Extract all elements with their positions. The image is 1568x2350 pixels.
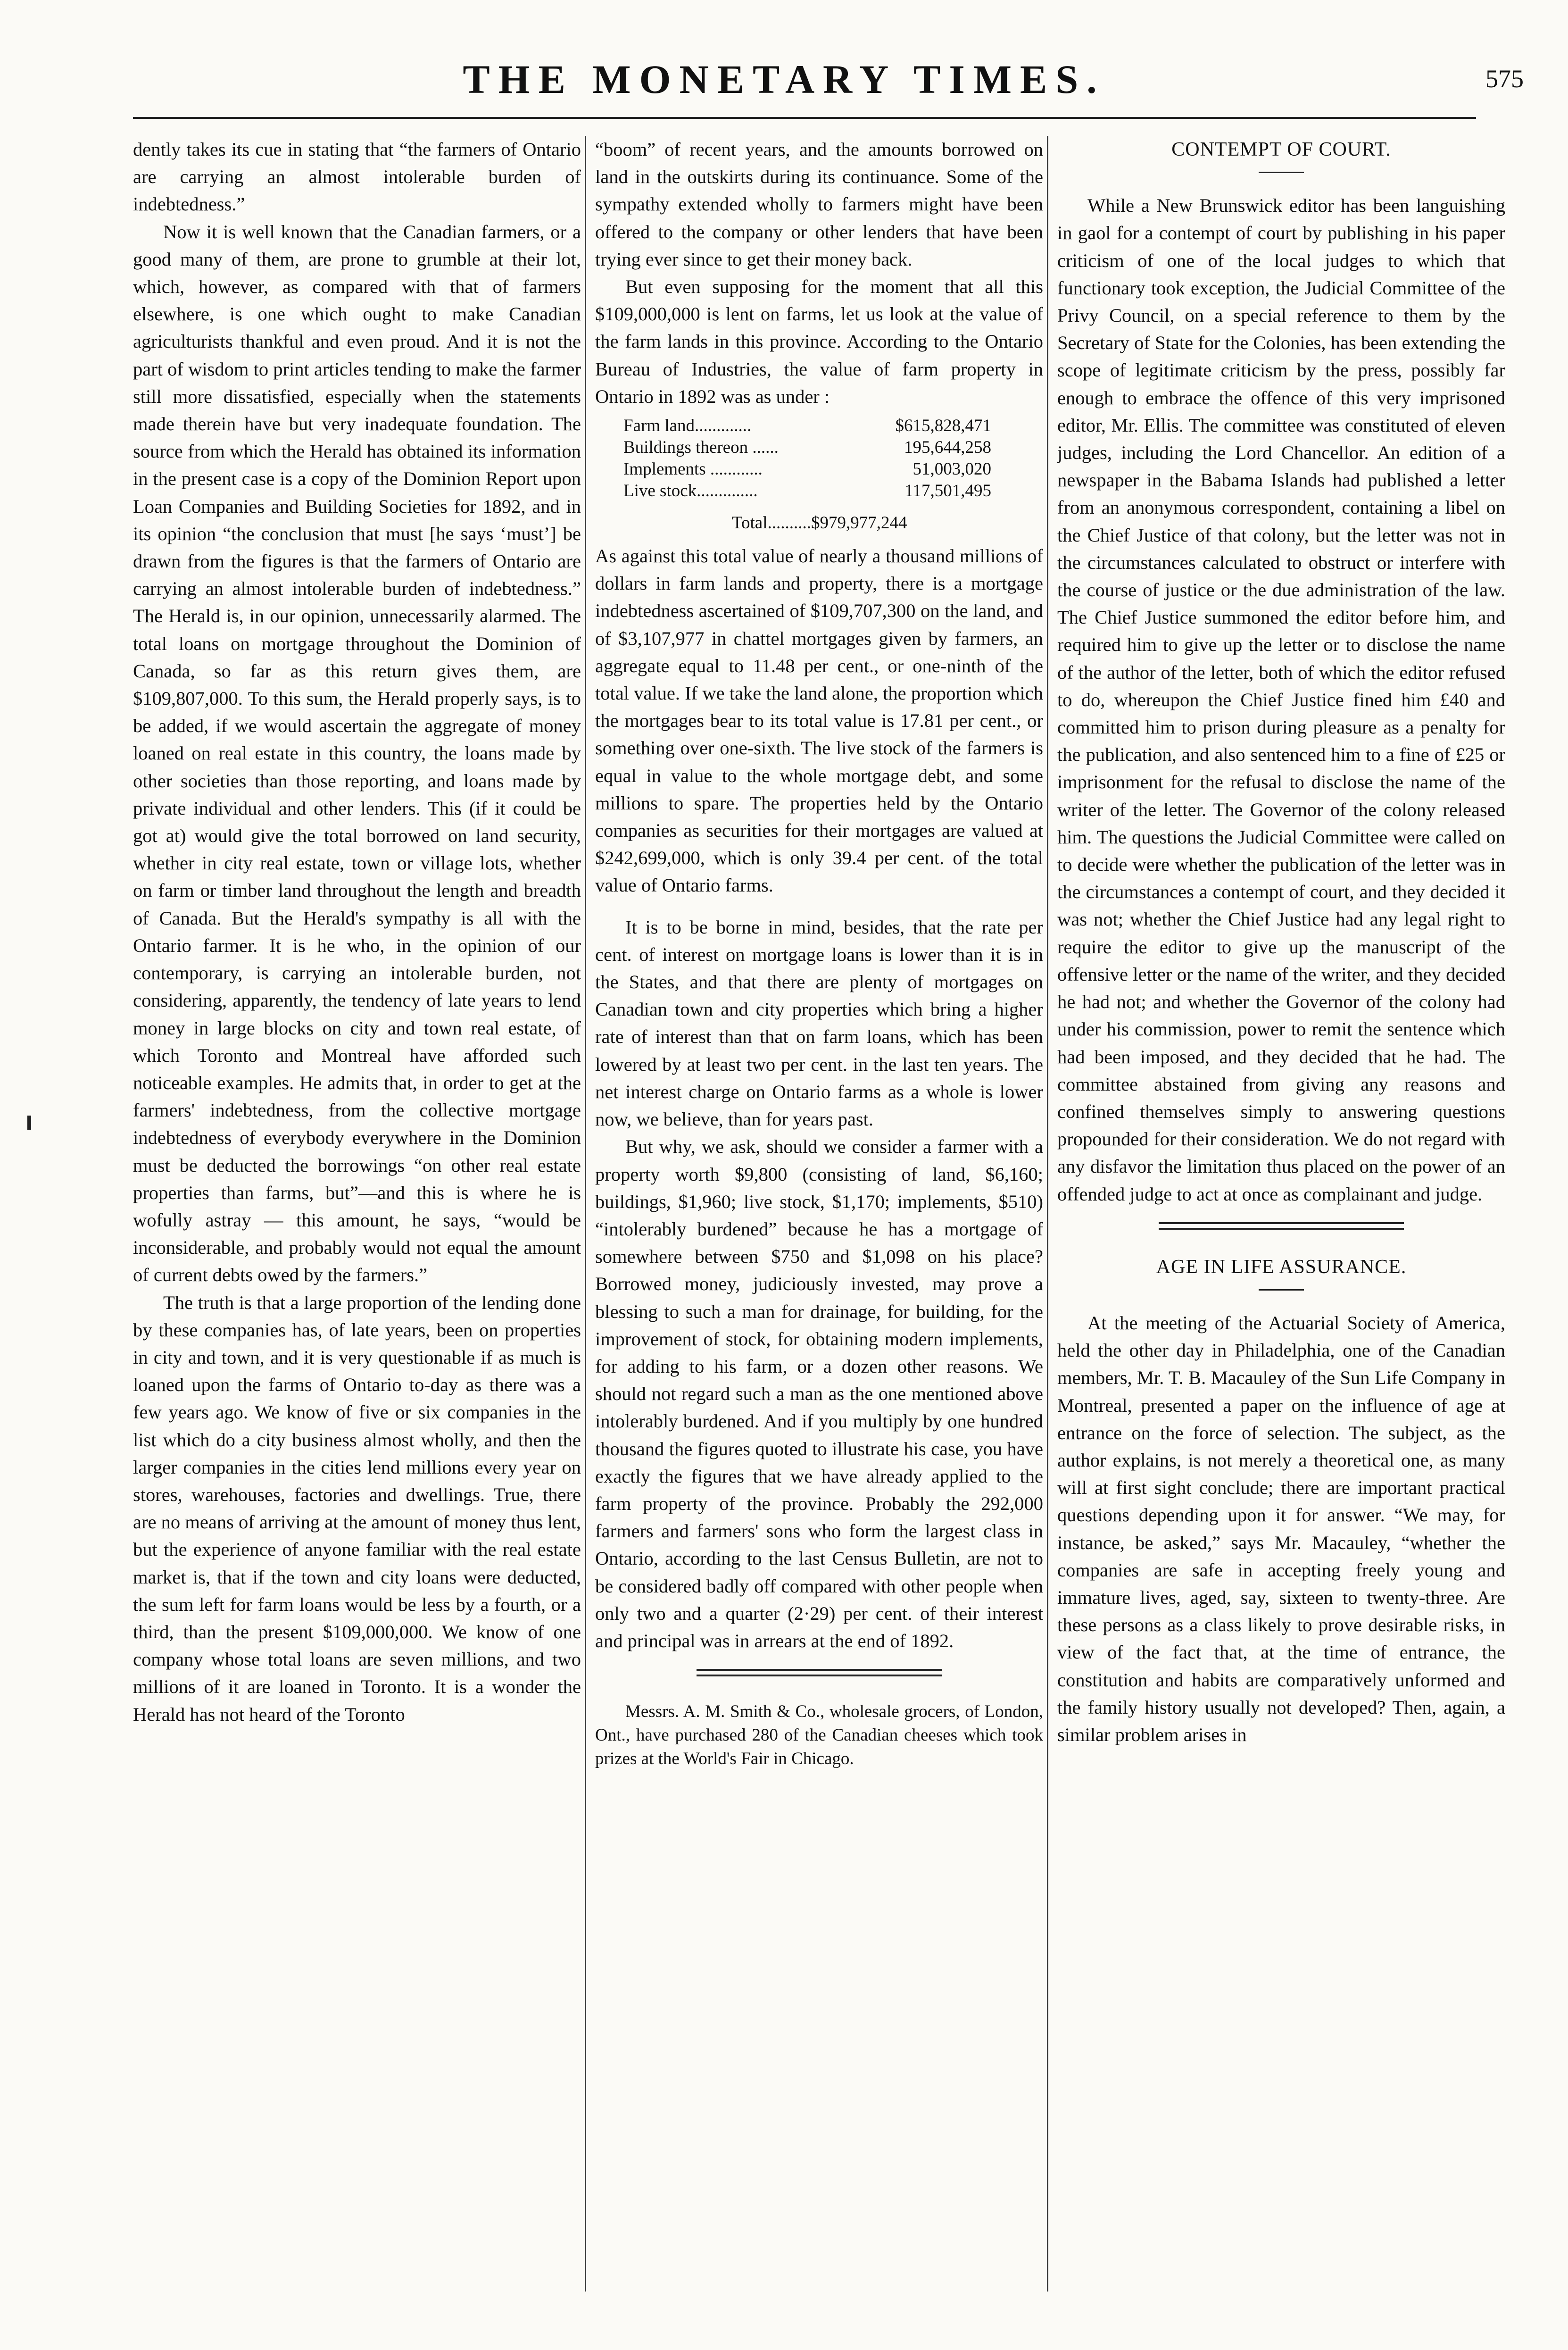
margin-mark — [27, 1116, 31, 1130]
col1-paragraph: Now it is well known that the Canadian farmers, or a good many of them, are prone to grumble at their lot, which, however, as compared with that of farmers elsewhere, is one which ought to make Canadian agriculturists thankful and even proud. And it is not the part of wisdom to print articles tending to make the farmer still more dissatisfied, especially when the statements made therein have but very inadequate foundation. The source from which the Herald has obtained its information in the present case is a copy of the Dominion Report upon Loan Companies and Building Societies for 1892, and in its opinion “the conclusion that must [he says ‘must’] be drawn from the figures is that the farmers of Ontario are carrying an almost intolerable burden of indebtedness.” The Herald is, in our opinion, unnecessarily alarmed. The total loans on mortgage throughout the Dominion of Canada, so far as this return gives them, are $109,807,000. To this sum, the Herald properly says, is to be added, if we would ascertain the aggregate of money loaned on real estate in this country, the loans made by other societies than those reporting, and loans made by private individual and other lenders. This (if it could be got at) would give the total borrowed on land security, whether in city real estate, town or village lots, whether on farm or timber land throughout the length and breadth of Canada. But the Herald's sympathy is all with the Ontario farmer. It is he who, in the opinion of our contemporary, is carrying an intolerable burden, not considering, apparently, the tendency of late years to lend money in large blocks on city and town real estate, of which Toronto and Montreal have afforded such noticeable examples. He admits that, in order to get at the farmers' indebtedness, from the collective mortgage indebtedness of everybody everywhere in the Dominion must be deducted the borrowings “on other real estate properties than farms, but”—and this is where he is wofully astray — this amount, he says, “would be inconsiderable, and probably would not equal the amount of current debts owed by the farmers.” — [133, 221, 581, 1286]
col3-paragraph: At the meeting of the Actuarial Society of America, held the other day in Philadelphia, one of the Canadian members, Mr. T. B. Macauley of the Sun Life Company in Montreal, presented a paper on the influence of age at entrance on the force of selection. The subject, as the author explains, is not merely a theoretical one, as many will at first sight conclude; there are important practical questions depending upon it for answer. “We may, for instance, be asked,” says Mr. Macauley, “whether the companies are safe in accepting freely young and immature lives, aged, say, sixteen to twenty-three. Are these persons as a class likely to prove desirable risks, in view of the fact that, at the time of entrance, the constitution and habits are comparatively unformed and the family history usually not developed? Then, again, a similar problem arises in — [1057, 1312, 1505, 1745]
table-value: 117,501,495 — [904, 481, 991, 501]
column-1 — [133, 136, 581, 2287]
col2-paragraph: But even supposing for the moment that all this $109,000,000 is lent on farms, let us look at the value of the farm lands in this province. According to the Ontario Bureau of Industries, the value of farm property in Ontario in 1892 was as under : — [595, 276, 1043, 407]
section-double-rule — [1159, 1222, 1404, 1230]
col2-paragraph: As against this total value of nearly a thousand millions of dollars in farm lands and property, there is a mortgage indebtedness ascertained of $109,707,300 on the land, and of $3,107,977 in chattel mortgages given by farmers, an aggregate equal to 11.48 per cent., or one-ninth of the total value. If we take the land alone, the proportion which the mortgages bear to its total value is 17.81 per cent., or something over one-sixth. The live stock of the farmers is equal in value to the whole mortgage debt, and some millions to spare. The properties held by the Ontario companies as securities for their mortgages are valued at $242,699,000, which is only 39.4 per cent. of the total value of Ontario farms. — [595, 545, 1043, 896]
col2-paragraph: “boom” of recent years, and the amounts borrowed on land in the outskirts during its continuance. Some of the sympathy extended wholly to farmers might have been offered to the company or other lenders that have been trying ever since to get their money back. — [595, 139, 1043, 270]
table-row — [623, 437, 991, 458]
table-row — [623, 480, 991, 502]
article-heading: CONTEMPT OF COURT. — [1171, 139, 1391, 160]
heading-rule — [1259, 172, 1304, 173]
table-label: Farm land............. — [623, 416, 752, 436]
table-label: Implements ............ — [623, 459, 763, 479]
column-3 — [1057, 136, 1505, 2287]
masthead — [0, 56, 1568, 108]
col1-paragraph: The truth is that a large proportion of the lending done by these companies has, of late years, been on properties in city and town, and it is very questionable if as much is loaned upon the farms of Ontario to-day as there was a few years ago. We know of five or six companies in the list which do a city business almost wholly, and then the larger companies in the cities lend millions every year on stores, warehouses, factories and dwellings. True, there are no means of arriving at the amount of money thus lent, but the experience of anyone familiar with the real estate market is, that if the town and city loans were deducted, the sum left for farm loans would be less by a fourth, or a third, than the present $109,000,000. We know of one company whose total loans are seven millions, and two millions of it are loaned in Toronto. It is a wonder the Herald has not heard of the Toronto — [133, 1292, 581, 1725]
col1-paragraph: dently takes its cue in stating that “the farmers of Ontario are carrying an almost intolerable burden of indebtedness.” — [133, 139, 581, 215]
farm-property-table — [623, 415, 1043, 534]
publication-title: THE MONETARY TIMES. — [463, 57, 1105, 102]
column-divider — [1047, 136, 1048, 2292]
col2-paragraph: It is to be borne in mind, besides, that the rate per cent. of interest on mortgage loans is lower than it is in the States, and that there are plenty of mortgages on Canadian town and city properties which bring a higher rate of interest than that on farm loans, which has been lowered by at least two per cent. in the last ten years. The net interest charge on Ontario farms as a whole is lower now, we believe, than for years past. — [595, 916, 1043, 1130]
trade-notice: Messrs. A. M. Smith & Co., wholesale grocers, of London, Ont., have purchased 280 of the Canadian cheeses which took prizes at the World's Fair in Chicago. — [595, 1702, 1043, 1769]
column-2 — [595, 136, 1043, 2287]
table-row — [623, 458, 991, 480]
table-value: 51,003,020 — [913, 459, 991, 479]
page-number: 575 — [1485, 65, 1524, 93]
table-label: Live stock.............. — [623, 481, 758, 501]
heading-rule — [1259, 1289, 1304, 1291]
column-divider — [585, 136, 586, 2292]
table-value: $615,828,471 — [895, 416, 991, 436]
table-total: Total..........$979,977,244 — [732, 513, 907, 533]
section-double-rule — [697, 1669, 942, 1676]
table-row — [623, 415, 991, 437]
table-label: Buildings thereon ...... — [623, 438, 779, 458]
masthead-rule — [133, 117, 1476, 119]
col2-paragraph: But why, we ask, should we consider a farmer with a property worth $9,800 (consisting of land, $6,160; buildings, $1,960; live stock, $1,170; implements, $510) “intolerably burdened” because he has a mortgage of somewhere between $750 and $1,098 on his place? Borrowed money, judiciously invested, may prove a blessing to such a man for drainage, for building, for the improvement of stock, for obtaining modern implements, for adding to his farm, or a dozen other reasons. We should not regard such a man as the one mentioned above intolerably burdened. And if you multiply by one hundred thousand the figures quoted to illustrate his case, you have exactly the figures that we have already applied to the farm property of the province. Probably the 292,000 farmers and farmers' sons who form the largest class in Ontario, according to the last Census Bulletin, are not to be considered badly off compared with other people when only two and a quarter (2·29) per cent. of their interest and principal was in arrears at the end of 1892. — [595, 1136, 1043, 1651]
col3-paragraph: While a New Brunswick editor has been languishing in gaol for a contempt of court by publishing in his paper criticism of one of the local judges to which that functionary took exception, the Judicial Committee of the Privy Council, on a special reference to them by the Secretary of State for the Colonies, has been extending the scope of legitimate criticism by the press, possibly far enough to embrace the offence of this very imprisoned editor, Mr. Ellis. The committee was constituted of eleven judges, including the Lord Chancellor. An edition of a newspaper in the Babama Islands had published a letter from an anonymous correspondent, containing a libel on the Chief Justice of that colony, but the letter was not in the circumstances calculated to obstruct or interfere with the course of justice or the due administration of the law. The Chief Justice summoned the editor before him, and required him to give up the letter or to disclose the name of the author of the letter, both of which the editor refused to do, whereupon the Chief Justice fined him £40 and committed him to prison during pleasure as a penalty for the publication, and also sentenced him to a fine of £25 or imprisonment for the refusal to disclose the name of the writer of the letter. The Governor of the colony released him. The questions the Judicial Committee were called on to decide were whether the publication of the letter was in the circumstances a contempt of court, and they decided it was not; whether the Chief Justice had any legal right to require the editor to give up the manuscript of the offensive letter or the name of the writer, and they decided he had not; and whether the Governor of the colony had under his commission, power to remit the sentence which had been imposed, and they decided that he had. The committee abstained from giving any reasons and confined themselves simply to answering questions propounded for their consideration. We do not regard with any disfavor the limitation thus placed on the power of an offended judge to act at once as complainant and judge. — [1057, 195, 1505, 1205]
article-heading: AGE IN LIFE ASSURANCE. — [1156, 1256, 1407, 1278]
table-value: 195,644,258 — [904, 438, 991, 458]
